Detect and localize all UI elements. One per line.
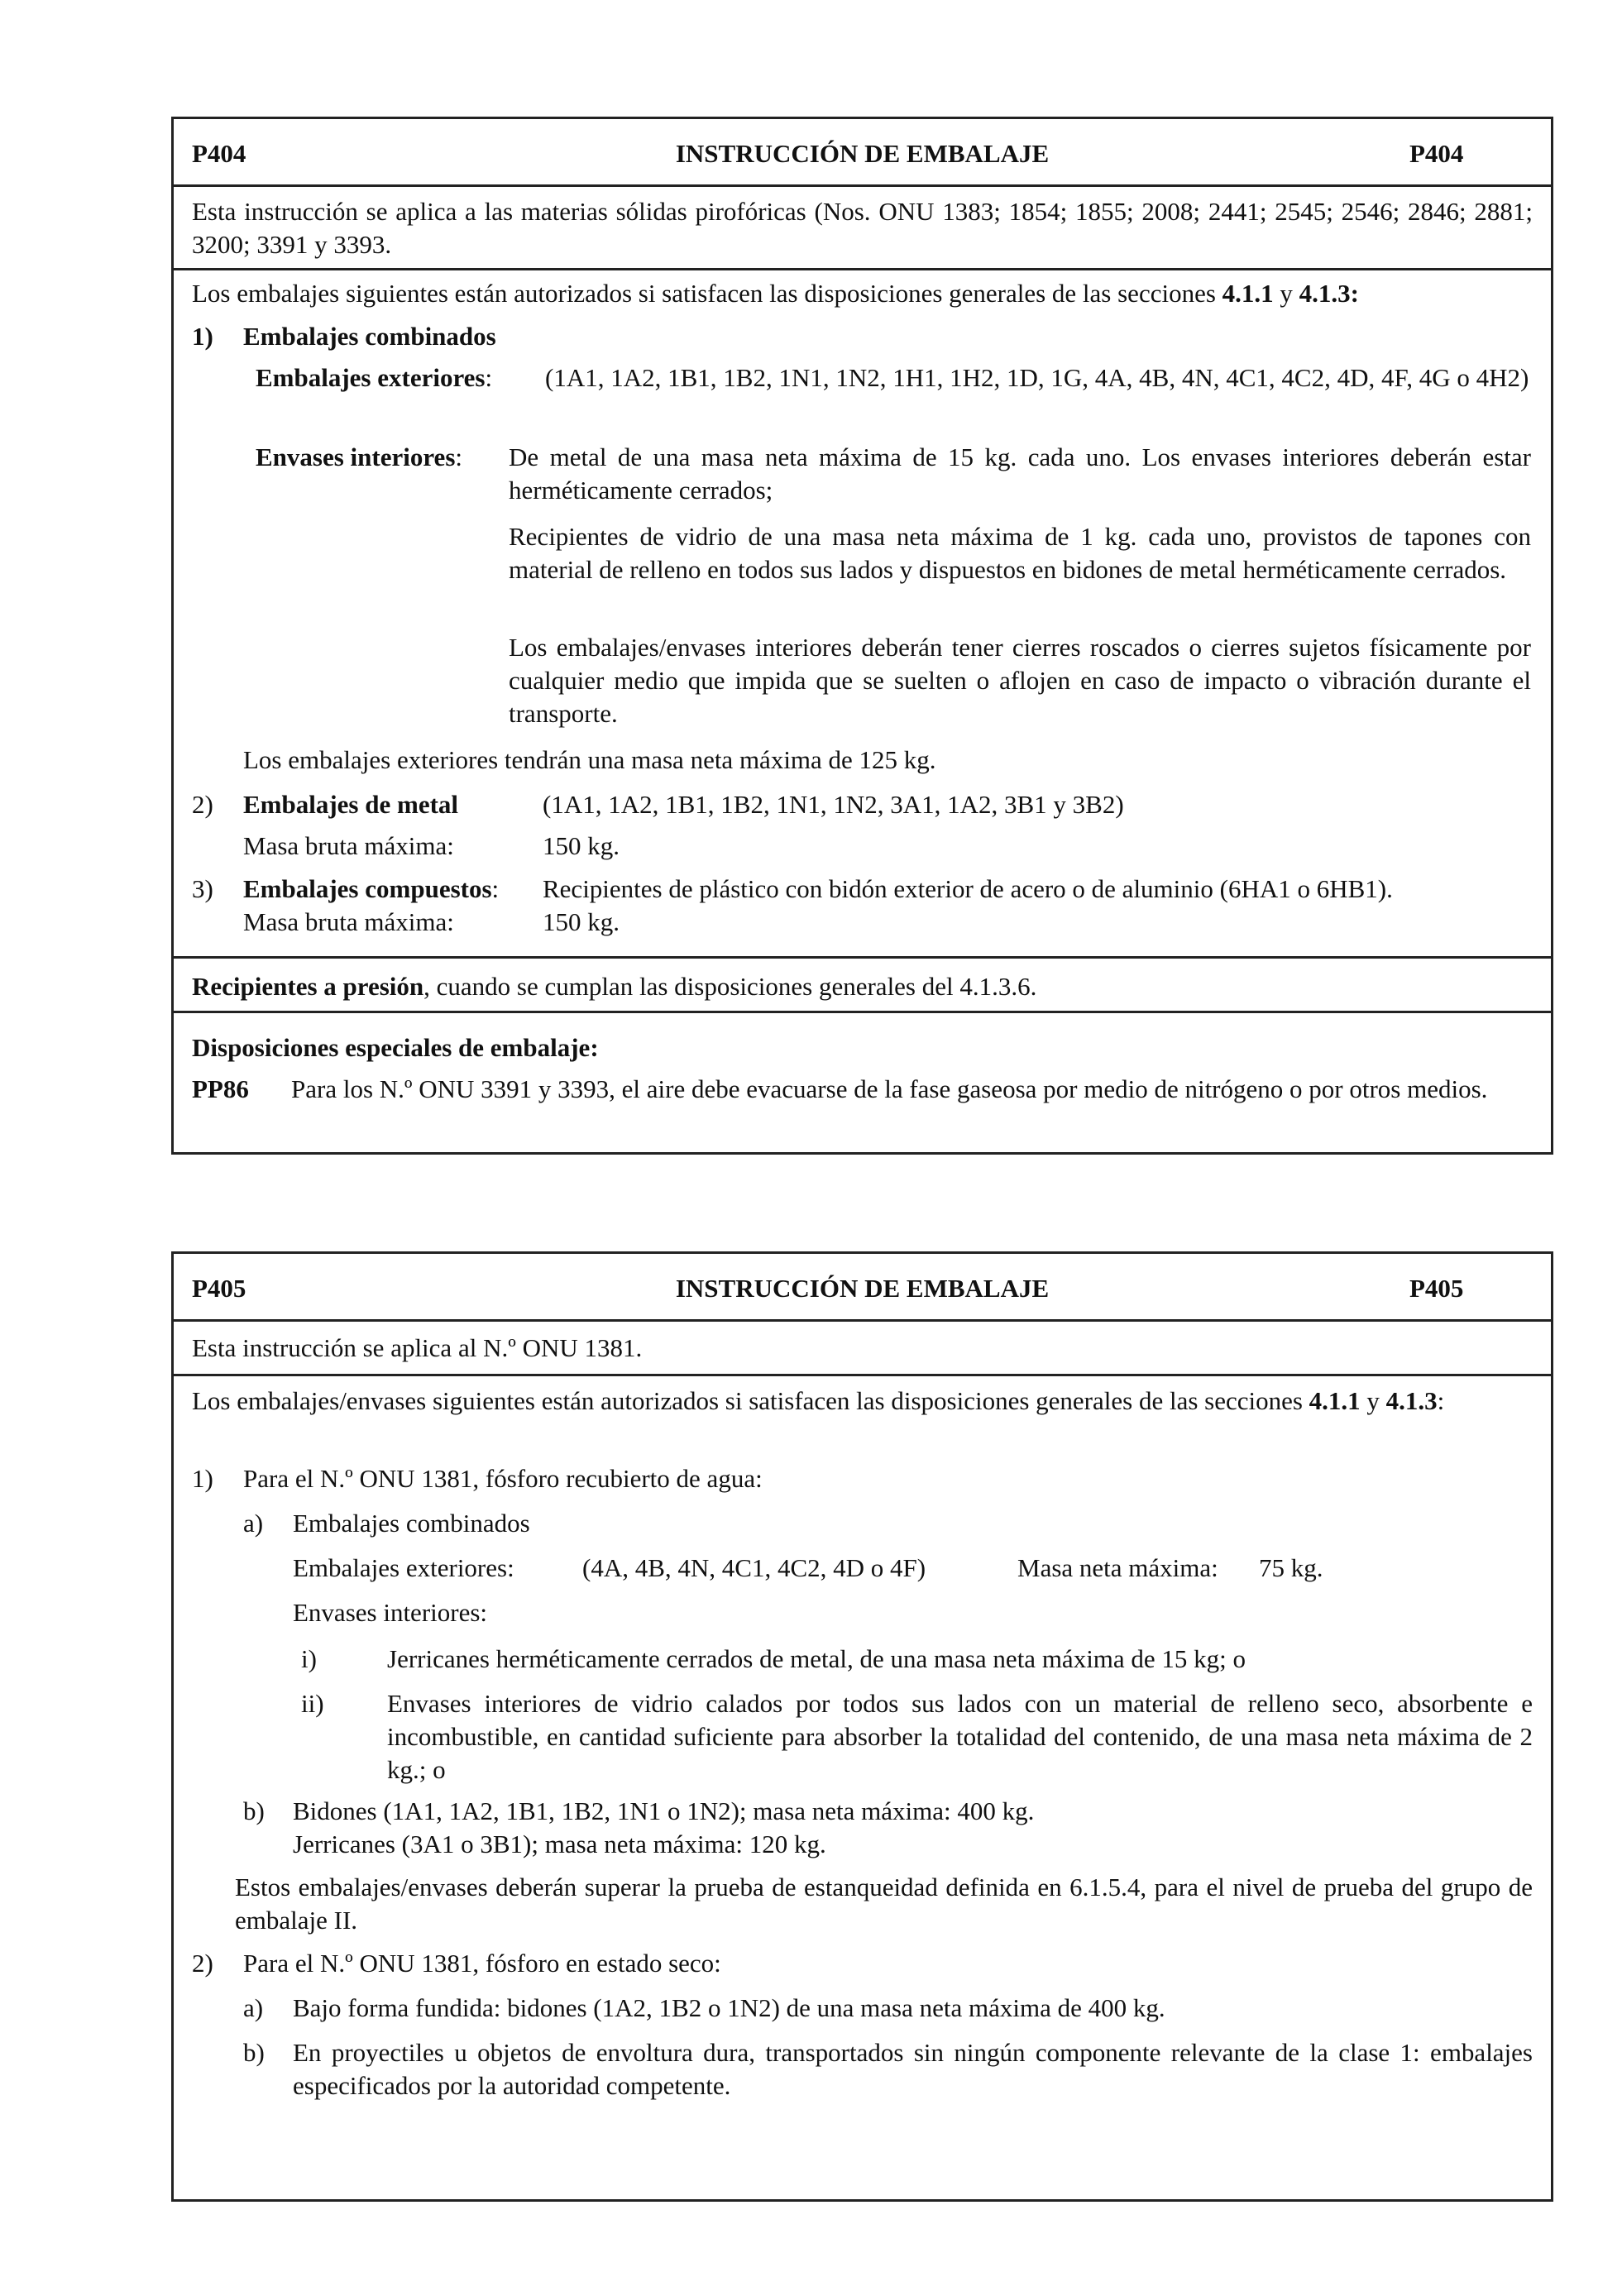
p405-intro: Los embalajes/envases siguientes están autorizados si satisfacen las disposiciones generales de las secciones 4.1.1 y 4.1.3: bbox=[192, 1386, 1445, 1415]
p405-section-2-b: b) En proyectiles u objetos de envoltura dura, transportados sin ningún componente relevante de la clase 1: embalajes especificados por la autoridad competente. bbox=[192, 2036, 1533, 2102]
p405-code-left: P405 bbox=[192, 1274, 246, 1303]
p405-item-b-jerricans: Jerricanes (3A1 o 3B1); masa neta máxima: 120 kg. bbox=[293, 1830, 826, 1858]
p405-item-b-drums: Bidones (1A1, 1A2, 1B1, 1B2, 1N1 o 1N2); masa neta máxima: 400 kg. bbox=[293, 1796, 1035, 1825]
p404-scope bbox=[174, 187, 1551, 270]
p404-outer-packagings: Embalajes exteriores: (1A1, 1A2, 1B1, 1B2, 1N1, 1N2, 1H1, 1H2, 1D, 1G, 4A, 4B, 4N, 4C1, 4C2, 4D, 4F, 4G o 4H2) bbox=[192, 361, 1533, 441]
p405-scope bbox=[174, 1322, 1551, 1376]
p405-section-1: 1) Para el N.º ONU 1381, fósforo recubierto de agua: bbox=[192, 1462, 1533, 1507]
p404-inner-value-3: Los embalajes/envases interiores deberán tener cierres roscados o cierres sujetos físicamente por cualquier medio que impida que se suelten o aflojen en caso de impacto o vibración durante el transporte. bbox=[509, 633, 1531, 728]
p404-section-3: 3) Embalajes compuestos: Recipientes de plástico con bidón exterior de acero o de aluminio (6HA1 o 6HB1). bbox=[192, 873, 1533, 906]
p404-code-right: P404 bbox=[1409, 139, 1464, 168]
p405-title: INSTRUCCIÓN DE EMBALAJE bbox=[675, 1274, 1050, 1303]
p405-item-b: b) Bidones (1A1, 1A2, 1B1, 1B2, 1N1 o 1N2); masa neta máxima: 400 kg. Jerricanes (3A1 o 3B1); masa neta máxima: 120 kg. bbox=[192, 1795, 1533, 1871]
p404-pp86-text: Para los N.º ONU 3391 y 3393, el aire debe evacuarse de la fase gaseosa por medio de nitrógeno o por otros medios. bbox=[291, 1074, 1488, 1103]
p405-leak-test: Estos embalajes/envases deberán superar la prueba de estanqueidad definida en 6.1.5.4, para el nivel de prueba del grupo de embalaje II. bbox=[235, 1873, 1533, 1935]
p405-packagings bbox=[174, 1376, 1551, 2102]
p405-outer-packagings bbox=[192, 1552, 1533, 1596]
p405-section-2: 2) Para el N.º ONU 1381, fósforo en estado seco: bbox=[192, 1947, 1533, 1992]
p404-code-left: P404 bbox=[192, 139, 246, 168]
p404-pp86-code: PP86 bbox=[192, 1074, 249, 1103]
p405-scope-text: Esta instrucción se aplica al N.º ONU 1381. bbox=[192, 1333, 643, 1362]
p404-special-title: Disposiciones especiales de embalaje: bbox=[192, 1033, 599, 1062]
p405-section-2-b-text: En proyectiles u objetos de envoltura dura, transportados sin ningún componente relevante de la clase 1: embalajes especificados por la autoridad competente. bbox=[293, 2038, 1533, 2100]
p404-outer-mass: Los embalajes exteriores tendrán una masa neta máxima de 125 kg. bbox=[243, 745, 936, 774]
p404-section-2: 2) Embalajes de metal (1A1, 1A2, 1B1, 1B2, 1N1, 1N2, 3A1, 1A2, 3B1 y 3B2) bbox=[192, 788, 1533, 830]
p404-packagings bbox=[174, 270, 1551, 959]
p405-code-right: P405 bbox=[1409, 1274, 1464, 1303]
p405-header bbox=[174, 1254, 1551, 1322]
p405-item-a-text: Embalajes combinados bbox=[293, 1509, 530, 1538]
p405-inner-i-text: Jerricanes herméticamente cerrados de metal, de una masa neta máxima de 15 kg; o bbox=[387, 1644, 1246, 1673]
p405-inner-i: i) Jerricanes herméticamente cerrados de metal, de una masa neta máxima de 15 kg; o bbox=[192, 1643, 1533, 1687]
p405-inner-ii-text: Envases interiores de vidrio calados por todos sus lados con un material de relleno seco, absorbente e incombustible, en cantidad suficiente para absorber la totalidad del contenido, de una masa neta máxima de 2 kg.; o bbox=[387, 1689, 1533, 1784]
p405-inner-label: Envases interiores: bbox=[293, 1598, 488, 1627]
p405-outer-mass-label: Masa neta máxima: bbox=[1017, 1553, 1218, 1582]
p405-inner-ii: ii) Envases interiores de vidrio calados por todos sus lados con un material de relleno seco, absorbente e incombustible, en cantidad suficiente para absorber la totalidad del contenido, de una masa neta máxima de 2 kg.; o bbox=[192, 1687, 1533, 1795]
p405-section-2-text: Para el N.º ONU 1381, fósforo en estado seco: bbox=[243, 1949, 721, 1978]
p405-outer-label: Embalajes exteriores: bbox=[293, 1553, 514, 1582]
p404-pressure-bold: Recipientes a presión bbox=[192, 972, 424, 1001]
p405-section-2-a-text: Bajo forma fundida: bidones (1A2, 1B2 o 1N2) de una masa neta máxima de 400 kg. bbox=[293, 1993, 1165, 2022]
p404-section-3-value: Recipientes de plástico con bidón exterior de acero o de aluminio (6HA1 o 6HB1). bbox=[543, 874, 1393, 903]
p404-intro: Los embalajes siguientes están autorizados si satisfacen las disposiciones generales de las secciones 4.1.1 y 4.1.3: bbox=[192, 279, 1359, 308]
p405-section-2-a: a) Bajo forma fundida: bidones (1A2, 1B2 o 1N2) de una masa neta máxima de 400 kg. bbox=[192, 1992, 1533, 2036]
p404-section-2-title: Embalajes de metal bbox=[243, 790, 459, 819]
p405-outer-value: (4A, 4B, 4N, 4C1, 4C2, 4D o 4F) bbox=[582, 1553, 926, 1582]
p405-item-a: a) Embalajes combinados bbox=[192, 1507, 1533, 1552]
p404-outer-value: (1A1, 1A2, 1B1, 1B2, 1N1, 1N2, 1H1, 1H2, 1D, 1G, 4A, 4B, 4N, 4C1, 4C2, 4D, 4F, 4G o 4H2) bbox=[545, 363, 1529, 392]
p404-section-1: 1) Embalajes combinados bbox=[192, 320, 1533, 361]
p404-header bbox=[174, 119, 1551, 187]
p404-section-2-mass: Masa bruta máxima: 150 kg. bbox=[243, 831, 620, 860]
p404-table bbox=[171, 117, 1553, 1155]
p404-inner-packagings: Envases interiores: De metal de una masa neta máxima de 15 kg. cada uno. Los envases interiores deberán estar herméticamente cerrados; Recipientes de vidrio de una masa neta máxima de 1 kg. cada uno, provistos de tapones con material de relleno en todos sus lados y dispuestos en bidones de metal herméticamente cerrados. Los embalajes/envases interiores deberán tener cierres roscados o cierres sujetos físicamente por cualquier medio que impida que se suelten o aflojen en caso de impacto o vibración durante el transporte. bbox=[192, 441, 1533, 744]
p404-special-provisions bbox=[174, 1013, 1551, 1106]
p405-table bbox=[171, 1251, 1553, 2202]
p404-pressure: Recipientes a presión, cuando se cumplan las disposiciones generales del 4.1.3.6. bbox=[174, 959, 1551, 1013]
p404-section-1-title: Embalajes combinados bbox=[243, 322, 496, 351]
p405-outer-mass-value: 75 kg. bbox=[1259, 1553, 1323, 1582]
p405-section-1-text: Para el N.º ONU 1381, fósforo recubierto de agua: bbox=[243, 1464, 763, 1493]
p404-section-3-title: Embalajes compuestos bbox=[243, 874, 492, 903]
p404-pp86 bbox=[192, 1073, 1533, 1106]
p404-outer-label: Embalajes exteriores bbox=[256, 363, 486, 392]
p404-inner-value-1: De metal de una masa neta máxima de 15 kg. cada uno. Los envases interiores deberán estar herméticamente cerrados; bbox=[509, 442, 1531, 505]
p404-section-3-mass: Masa bruta máxima: 150 kg. bbox=[243, 907, 620, 936]
p404-inner-value-2: Recipientes de vidrio de una masa neta máxima de 1 kg. cada uno, provistos de tapones con material de relleno en todos sus lados y dispuestos en bidones de metal herméticamente cerrados. bbox=[509, 522, 1531, 584]
p404-section-2-value: (1A1, 1A2, 1B1, 1B2, 1N1, 1N2, 3A1, 1A2, 3B1 y 3B2) bbox=[543, 790, 1124, 819]
p404-title: INSTRUCCIÓN DE EMBALAJE bbox=[675, 139, 1050, 168]
p404-scope-text: Esta instrucción se aplica a las materias sólidas pirofóricas (Nos. ONU 1383; 1854; 1855; 2008; 2441; 2545; 2546; 2846; 2881; 3200; 3391 y 3393. bbox=[192, 197, 1533, 259]
p404-inner-label: Envases interiores bbox=[256, 442, 456, 471]
